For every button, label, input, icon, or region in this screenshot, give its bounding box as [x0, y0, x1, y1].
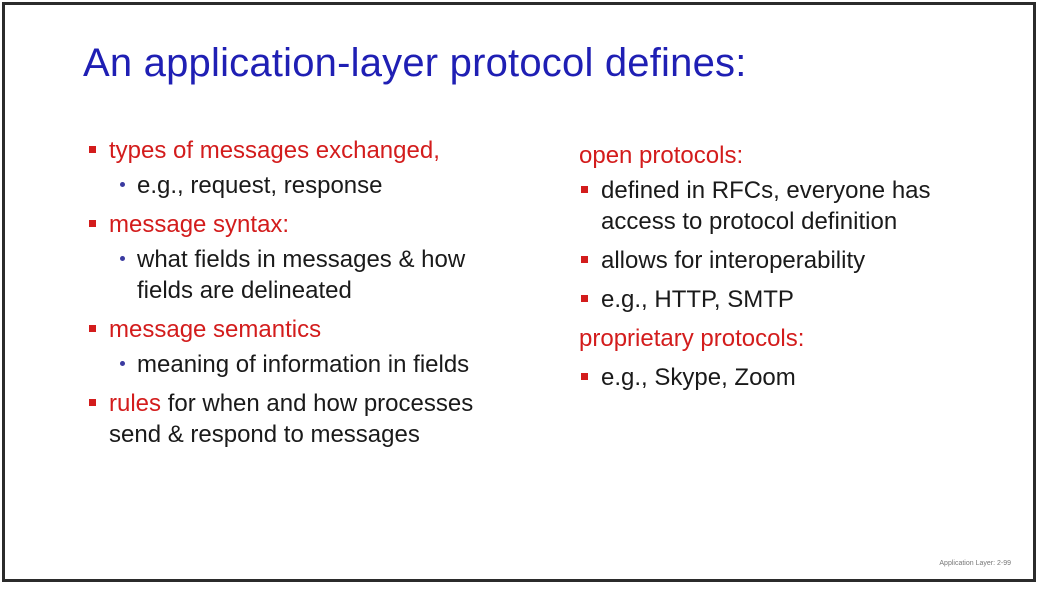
bullet-message-types: types of messages exchanged, — [87, 135, 517, 166]
sub-bullet-request-response: e.g., request, response — [87, 170, 517, 201]
sub-bullet-meaning: meaning of information in fields — [87, 349, 517, 380]
slide-footer: Application Layer: 2-99 — [939, 560, 1011, 567]
sub-bullet-fields: what fields in messages & how fields are delineated — [87, 244, 517, 306]
bullet-interoperability: allows for interoperability — [579, 245, 979, 276]
bullet-message-semantics: message semantics — [87, 314, 517, 345]
right-column — [579, 140, 979, 393]
slide-title: An application-layer protocol defines: — [83, 41, 747, 85]
open-protocols-heading: open protocols: — [579, 142, 744, 169]
bullet-message-syntax: message syntax: — [87, 209, 517, 240]
rules-text: for when and how processes send & respond to messages — [109, 390, 474, 448]
bullet-skype-zoom: e.g., Skype, Zoom — [579, 362, 979, 393]
proprietary-protocols-heading: proprietary protocols: — [579, 325, 805, 352]
bullet-http-smtp: e.g., HTTP, SMTP — [579, 284, 979, 315]
bullet-rfcs: defined in RFCs, everyone has access to protocol definition — [579, 175, 979, 237]
left-column — [87, 135, 517, 450]
slide — [2, 2, 1036, 582]
bullet-rules — [87, 388, 517, 450]
rules-keyword: rules — [109, 390, 162, 417]
